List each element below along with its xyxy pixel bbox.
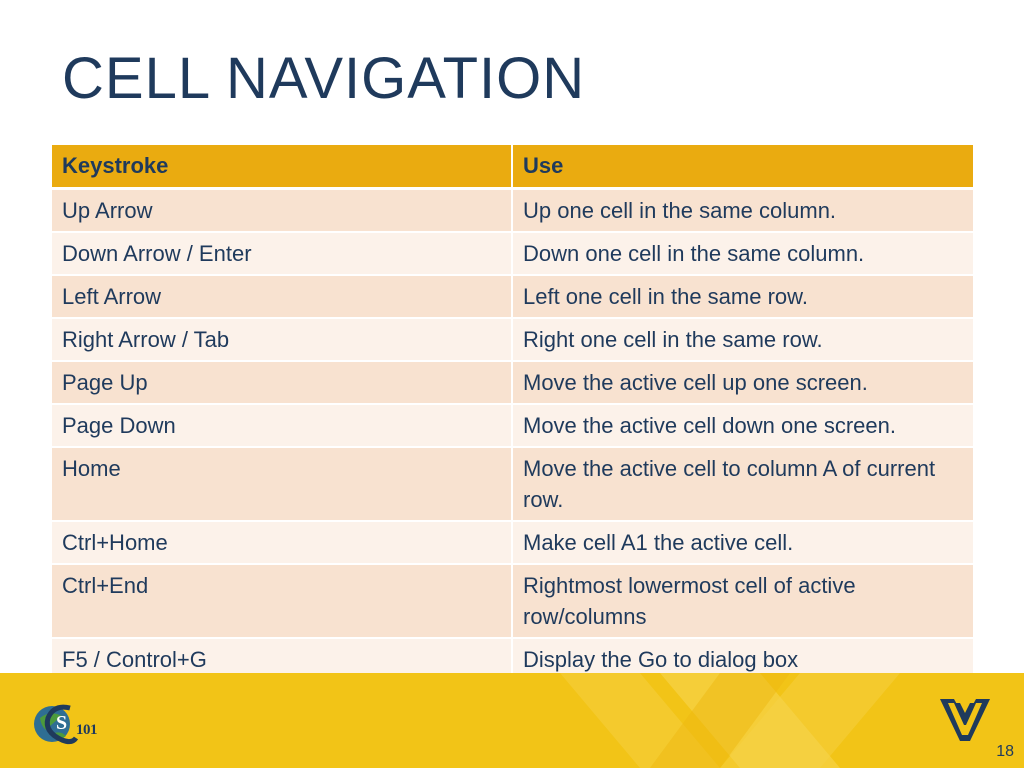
table-header-row xyxy=(52,145,973,189)
use-cell: Move the active cell down one screen. xyxy=(512,404,973,447)
footer-band xyxy=(0,673,1024,768)
table-row xyxy=(52,361,973,404)
keystroke-cell: Page Up xyxy=(52,361,512,404)
table-row xyxy=(52,275,973,318)
footer-stripes xyxy=(0,673,1024,768)
use-cell: Make cell A1 the active cell. xyxy=(512,521,973,564)
globe-cs-logo-icon xyxy=(32,700,82,748)
keystroke-cell: Up Arrow xyxy=(52,189,512,233)
use-cell: Left one cell in the same row. xyxy=(512,275,973,318)
keystroke-cell: Home xyxy=(52,447,512,521)
use-cell: Right one cell in the same row. xyxy=(512,318,973,361)
page-number: 18 xyxy=(996,743,1014,760)
keystroke-cell: Right Arrow / Tab xyxy=(52,318,512,361)
keystroke-table xyxy=(52,145,973,682)
flying-wv-logo-icon xyxy=(940,697,990,743)
use-cell: Move the active cell up one screen. xyxy=(512,361,973,404)
course-logo xyxy=(32,700,112,748)
use-cell: Display the Go to dialog box xyxy=(512,638,973,681)
keystroke-cell: Down Arrow / Enter xyxy=(52,232,512,275)
use-cell: Up one cell in the same column. xyxy=(512,189,973,233)
table-row xyxy=(52,447,973,521)
table-row xyxy=(52,564,973,638)
header-use: Use xyxy=(512,145,973,189)
keystroke-cell: F5 / Control+G xyxy=(52,638,512,681)
table-row xyxy=(52,404,973,447)
slide-title: CELL NAVIGATION xyxy=(62,46,586,111)
use-cell: Move the active cell to column A of current row. xyxy=(512,447,973,521)
table-row xyxy=(52,318,973,361)
keystroke-cell: Page Down xyxy=(52,404,512,447)
use-cell: Rightmost lowermost cell of active row/columns xyxy=(512,564,973,638)
table-row xyxy=(52,521,973,564)
use-cell: Down one cell in the same column. xyxy=(512,232,973,275)
keystroke-cell: Ctrl+Home xyxy=(52,521,512,564)
svg-text:S: S xyxy=(56,712,68,734)
header-keystroke: Keystroke xyxy=(52,145,512,189)
keystroke-cell: Left Arrow xyxy=(52,275,512,318)
course-logo-label: 101 xyxy=(76,722,97,738)
keystroke-cell: Ctrl+End xyxy=(52,564,512,638)
table-row xyxy=(52,232,973,275)
table-row xyxy=(52,189,973,233)
